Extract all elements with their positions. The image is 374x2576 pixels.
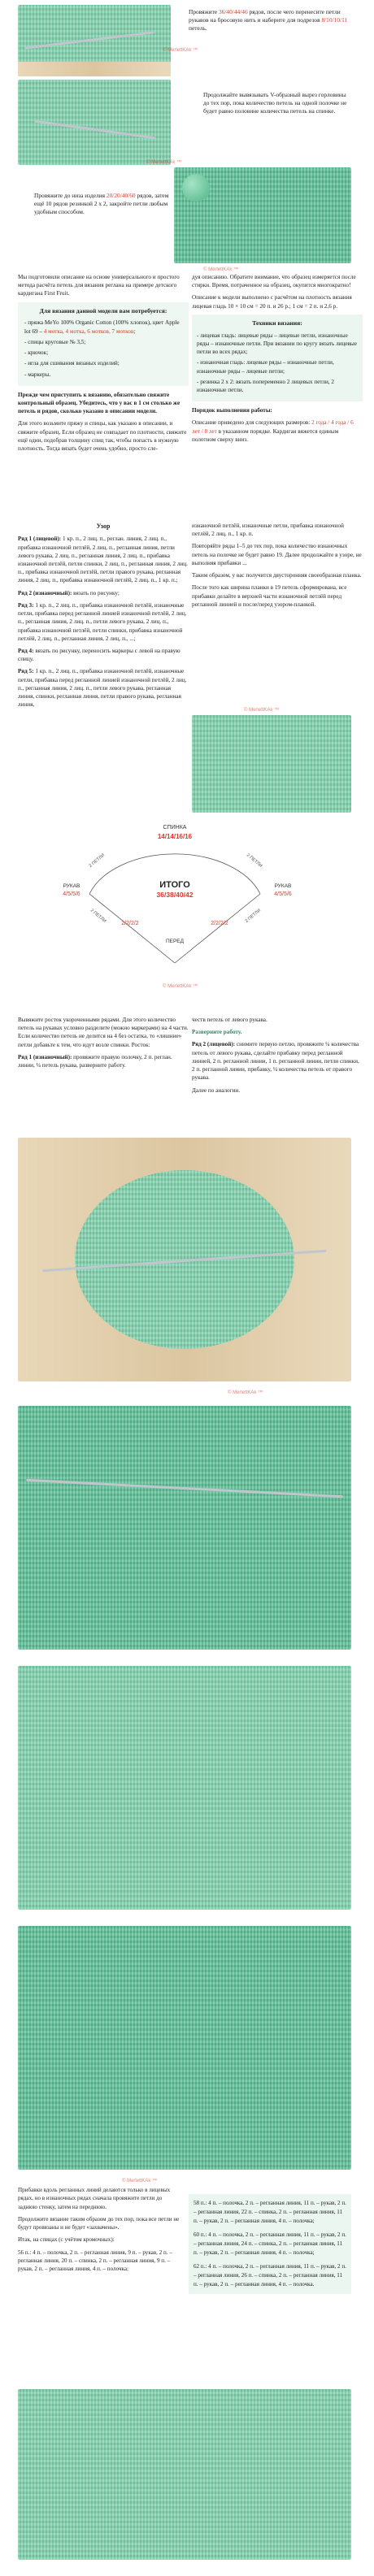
materials-item: - спицы круговые № 3,5; [24, 338, 86, 345]
sleeve-left-label: РУКАВ [63, 883, 80, 889]
gauge-text: Для этого возьмите пряжу и спицы, как указано в описании, и свяжите образец. Если образец не совпадает по плотности, свяжите ещё один, подобрав толщину спиц так, чтобы попасть в нужную плотность. Тогда вязать будет очень удобно, просто сле- [18, 420, 187, 453]
left-column [18, 273, 189, 457]
raglan-line-left [89, 894, 175, 963]
loops-label-lower-left: 2 ПЕТЛИ [89, 908, 107, 924]
count-60: 60 п.: 4 п. – полочка, 2 п. – регланная линия, 11 п. – рукав, 2 п. – регланная линия, 24 п. – спинка, 2 п. – регланная линия, 11 п. – рукав, 2 п. – регланная линия, 4 п. – полочка; [194, 2231, 346, 2256]
front-label: ПЕРЕД [165, 939, 185, 944]
row-4: Ряд 4: вязать по рисунку, переносить маркеры с левой на правую спицу. [18, 647, 180, 663]
techniques-title: Техники вязания: [252, 319, 302, 327]
sleeve-right-label: РУКАВ [274, 883, 292, 889]
bottom-right-counts [189, 2194, 351, 2294]
pattern-title: Узор [96, 523, 111, 530]
count-56: 56 п.: 4 п. – полочка, 2 п. – регланная линия, 9 п. – рукав, 2 п. – регланная линия, 20 п. – спинка, 2 п. – регланная линия, 9 п. – рукав, 2 п. – регланная линия, 4 п. – полочка; [18, 2249, 172, 2273]
short-rows-row1: Ряд 1 (изнаночный): провяжите правую полочку, 2 п. реглан. линии, ¼ петель рукава, разверните работу. [18, 1053, 172, 1069]
caption-bottom: Провяжите до низа изделия 20/20/40/60 рядов, затем ещё 10 рядов резинкой 2 х 2, закройте петли любым удобным способом. [34, 192, 169, 215]
watermark: © MerlettKAk ™ [203, 267, 239, 272]
materials-item: - крючок; [24, 349, 49, 357]
raglan-line-right [175, 894, 260, 963]
pattern-placket: После того как ширина планки в 19 петель сформирована, все прибавки делайте в верхней части изнаночной петлёй перед регланной линией и после/перед узором-планкой. [192, 584, 347, 608]
front-left-nums: 2/2/2/2 [121, 921, 139, 926]
intro-text: Мы подготовили описание на основе универсального и простого метода расчёта петель для вязания реглана на примере детского кардигана First Fruit. [18, 274, 180, 297]
pattern-result: Таким образом, у вас получится двусторонняя своеобразная планка. [192, 572, 362, 579]
back-nums: 14/14/16/16 [157, 833, 193, 840]
knitting-photo-bottom [18, 2389, 351, 2560]
short-rows-analog: Далее по аналогии. [192, 1086, 241, 1094]
count-58: 58 п.: 4 п. – полочка, 2 п. – регланная линия, 11 п. – рукав, 2 п. – регланная линия, 22 п. – спинка, 2 п. – регланная линия, 11 п. – рукав, 2 п. – регланная линия, 4 п. – полочка; [194, 2200, 346, 2224]
back-label: СПИНКА [163, 825, 187, 830]
watermark: © MerlettKAk ™ [163, 984, 198, 989]
sleeve-right-nums: 4/5/5/6 [274, 891, 292, 897]
knitting-photo-sleeves [18, 5, 171, 76]
right-column [192, 273, 363, 448]
gauge-warning: Прежде чем приступить к вязанию, обязательно свяжите контрольный образец. Убедитесь, что у вас в 1 см столько же петель и рядов, сколько указано в описании модели. [18, 391, 180, 415]
wood-surface [18, 62, 171, 76]
techniques-box [192, 314, 363, 401]
raglan-schema [41, 821, 317, 975]
watermark: © MerlettKAk ™ [244, 708, 280, 713]
pattern-continued: изнаночной петлёй, изнаночные петли, прибавка изнаночной петлёй, 2 лиц. п., 1 кр. п. [192, 523, 344, 538]
watermark: © MerlettKAk ™ [146, 160, 182, 165]
loops-label-lower-right: 2 ПЕТЛИ [244, 908, 263, 924]
knitting-photo-body [18, 1926, 351, 2170]
technique-item: - лицевая гладь: лицевые ряды – лицевые петли, изнаночные ряды – изнаночные петли. При вязании по кругу вязать лицевые петли во всех рядах; [197, 332, 357, 356]
knitting-photo-raglan [18, 1666, 351, 1910]
watermark: © MerlettKAk ™ [163, 48, 198, 53]
row-2: Ряд 2 (изнаночный): вязать по рисунку; [18, 589, 120, 596]
row-1: Ряд 1 (лицевой): 1 кр. п., 2 лиц. п., реглан. линия, 2 лиц. п., прибавка изнаночной петлёй, 2 лиц. п., регланная линия, петли левого рукава, 2 лиц. п., регланная линия, 2 лиц. п., прибавка изнаночной петлёй, петли спинки, 2 лиц. п., регланная линия, 2 лиц. п., прибавка изнаночной петлёй, петли правого рукава, регланная линия, 2 лиц. п., прибавка изнаночной петлёй, 2 лиц. п., 1 кр. п.; [18, 536, 188, 584]
watermark: © MerlettKAk ™ [228, 1390, 263, 1395]
lower-left [18, 1016, 189, 1073]
short-rows-intro: Вывяжите росток укороченными рядами. Для этого количество петель на рукавах условно разделите (можно маркерами) на 4 части. Если количество петель не делится на 4 без остатка, то «лишние» петли добавьте к тем, что идут возле спинки. Росток: [18, 1017, 189, 1048]
lower-right [192, 1016, 363, 1099]
watermark: © MerlettKAk ™ [122, 2179, 158, 2184]
continue-note: Продолжите вязание таким образом до тех пор, пока все петли не будут провязаны и не будет «захвачены». [18, 2215, 180, 2231]
materials-item: - маркеры. [24, 371, 51, 378]
loops-label-right: 2 ПЕТЛИ [245, 852, 263, 869]
caption-sleeves: Провяжите 36/40/44/46 рядов, после чего перенесите петли рукавов на бросовую нить и наберите для подрезов 8/10/10/11 петель. [189, 8, 348, 32]
sleeve-left-nums: 4/5/5/6 [63, 891, 80, 897]
technique-item: - изнаночная гладь: лицевые ряды – изнаночные петли, изнаночные ряды – лицевые петли; [197, 359, 334, 375]
loops-label-left: 2 ПЕТЛИ [88, 852, 107, 869]
needles-note: Итак, на спицах (с учётом кромочных): [18, 2236, 115, 2244]
turn-work: Разверните работу. [192, 1029, 242, 1036]
materials-item: - игла для сшивания вязаных изделий; [24, 360, 120, 367]
pattern-repeat: Повторяйте ряды 1–5 до тех пор, пока количество изнаночных петель на полочке не будет равно 19. Далее продолжайте в узоре, не выполняя прибавки ... [192, 543, 362, 566]
yarn-ball-icon [182, 174, 210, 202]
needle-icon [35, 120, 156, 140]
caption-vneck: Продолжайте вывязывать V-образный вырез горловины до тех пор, пока количество петель на одной полочке не будет равно половине количества петель на спинке. [203, 91, 347, 115]
cardigan-photo [174, 167, 351, 263]
model-gauge: Описание к модели выполнено с расчётом на плотность вязания лицевая гладь 10 × 10 см = 20 п. и 26 р.; 1 см = 2 п. и 2,6 р. [192, 294, 352, 310]
total-nums: 36/38/40/42 [156, 891, 194, 899]
order-title: Порядок выполнения работы: [192, 407, 272, 414]
needle-icon [24, 31, 154, 49]
pattern-left [18, 522, 189, 713]
materials-title: Для вязания данной модели вам потребуется: [39, 306, 167, 314]
short-rows-row2: Ряд 2 (лицевой): снимите первую петлю, провяжите ¼ количества петель от левого рукава, сделайте прибавку перед регланной линией, 2 п. регланной линии, 1 п. регланной линии, петли спинки, 2 п. регланной линии, прибавку, ¼ количества петель от правого рукава. [192, 1041, 359, 1082]
total-title: ИТОГО [159, 880, 190, 890]
order-text: Описание приведено для следующих размеров: 2 года / 4 года / 6 лет / 8 лет в указанном порядке. Кардиган вяжется единым полотном сверху вниз. [192, 419, 354, 443]
technique-item: - резинка 2 х 2: вязать попеременно 2 лицевых петли, 2 изнаночные петли. [197, 378, 334, 393]
row-3: Ряд 3: 1 кр. п., 2 лиц. п., прибавка изнаночной петлёй, изнаночные петли, прибавка перед регланной линией изнаночной петлёй, 2 лиц. п., регланная линия, 2 лиц. п., петли левого рукава, 2 лиц. п., прибавка изнаночной петлёй, петли спинки, прибавка изнаночной петлёй, 2 лиц. п., регланная линия, 2 лиц. п., ...; [18, 601, 187, 642]
placket-photo [192, 715, 351, 813]
pattern-right [192, 522, 363, 613]
front-right-nums: 2/2/2/2 [211, 921, 228, 926]
knitting-photo-ring [18, 1138, 351, 1381]
materials-box [18, 302, 189, 386]
needle-icon [26, 1479, 343, 1498]
knitting-photo-progress [18, 1406, 351, 1650]
bottom-left-text [18, 2186, 180, 2274]
increases-note: Прибавки вдоль регланных линий делаются только в лицевых рядах, но в изнаночных рядах сначала провяжите петли до заднюю стенку, затем на переднюю. [18, 2187, 171, 2210]
row-5: Ряд 5: 1 кр. п., 2 лиц. п., прибавка изнаночной петлёй, изнаночные петли, прибавка перед регланной линией изнаночной петлёй, 2 лиц. п., регланная линия, 2 лиц. п., петли левого рукава, регланная линия, спинки, регланная линия, петли правого рукава, регланная линия, [18, 668, 187, 709]
count-62: 62 п.: 4 п. – полочка, 2 п. – регланная линия, 11 п. – рукав, 2 п. – регланная линия, 26 п. – спинка, 2 п. – регланная линия, 11 п. – рукав, 2 п. – регланная линия, 4 п. – полочка. [194, 2262, 346, 2288]
knitting-photo-vneck [18, 80, 171, 165]
materials-item: - пряжа MeYo 100% Organic Cotton (100% хлопок), цвет Apple lot 69 – 4 мотка, 4 мотка, 6 мотков, 7 мотков; [24, 319, 180, 335]
short-rows-cont: честв петель от левого рукава. [192, 1017, 267, 1023]
gauge-continued: дуя описанию. Обратите внимание, что образец измеряется после стирки. Время, потраченное на образец, окупится многократно! [192, 274, 356, 289]
